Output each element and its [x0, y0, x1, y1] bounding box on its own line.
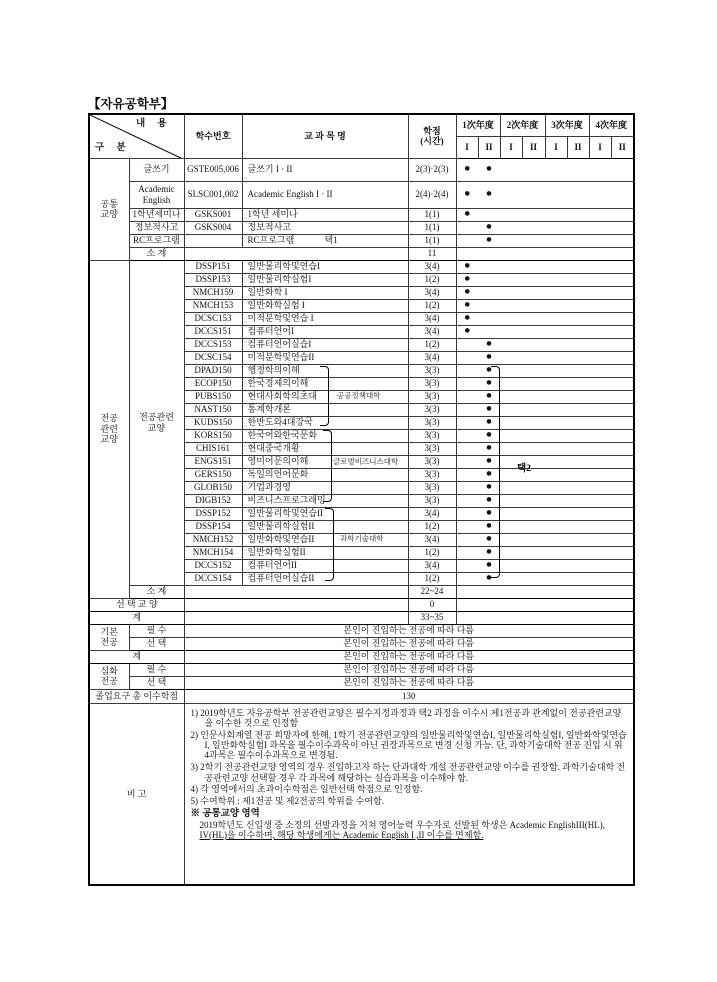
- header-sem: II: [522, 136, 545, 158]
- header-sem: II: [478, 136, 500, 158]
- year1-sem2-dot: ●: [478, 468, 500, 481]
- course-credit: 1(2): [408, 546, 456, 559]
- sum-label: 계: [89, 650, 184, 663]
- course-code: ENGS151: [184, 455, 242, 468]
- course-credit: 3(3): [408, 494, 456, 507]
- course-credit: 1(2): [408, 273, 456, 286]
- course-code: DSSP151: [184, 260, 242, 273]
- table-row: [89, 221, 634, 234]
- year1-sem1-dot: [456, 507, 478, 520]
- course-name: 일반물리학실험II: [242, 520, 408, 533]
- year1-sem2-dot: [478, 286, 500, 299]
- course-code: DCSC154: [184, 351, 242, 364]
- year1-sem1-dot: [456, 559, 478, 572]
- course-credit: 3(3): [408, 481, 456, 494]
- subtotal-label: 소 계: [129, 585, 184, 598]
- course-code: GSTE005,006: [184, 158, 242, 181]
- course-credit: 3(4): [408, 312, 456, 325]
- course-name: 컴퓨터언어실습I: [242, 338, 408, 351]
- elective-row: [89, 598, 634, 611]
- course-credit: 3(3): [408, 442, 456, 455]
- group-common: 공통 교양: [89, 158, 129, 260]
- course-code: DCCS153: [184, 338, 242, 351]
- course-code: GSKS001: [184, 208, 242, 221]
- course-name: 비즈니스프로그래밍: [242, 494, 408, 507]
- year1-sem1-dot: [456, 390, 478, 403]
- subtotal-value: 11: [408, 247, 456, 260]
- college-label-global-business: 글로벌비즈니스대학: [333, 457, 399, 466]
- basic-major-elective-row: [89, 637, 634, 650]
- year1-sem1-dot: ●: [456, 312, 478, 325]
- basic-major-required-row: [89, 624, 634, 637]
- year1-sem1-dot: [456, 572, 478, 585]
- year1-sem2-dot: ●: [478, 429, 500, 442]
- header-year-3: 3次年度: [545, 114, 589, 136]
- year1-sem2-dot: [478, 208, 500, 221]
- year1-sem2-dot: ●: [478, 416, 500, 429]
- header-sem: I: [456, 136, 478, 158]
- course-code: PUBS150: [184, 390, 242, 403]
- course-name: 미적분학및연습 I: [242, 312, 408, 325]
- year1-sem1-dot: [456, 351, 478, 364]
- year1-sem1-dot: [456, 468, 478, 481]
- header-credit: 학점 (시간): [408, 114, 456, 158]
- course-name: 기업과경영: [242, 481, 408, 494]
- group-basic-major: 기본 전공: [89, 624, 129, 650]
- table-row: [89, 181, 634, 208]
- select-label: 선 택: [129, 676, 184, 689]
- course-name: 일반화학실험 I: [242, 299, 408, 312]
- year1-sem1-dot: ●: [456, 286, 478, 299]
- course-name: 한반도와4대강국: [242, 416, 408, 429]
- choice-1-label: 택1: [324, 235, 338, 246]
- course-credit: 3(3): [408, 390, 456, 403]
- course-code: GLOB150: [184, 481, 242, 494]
- header-course-name: 교 과 목 명: [242, 114, 408, 158]
- course-name: RC프로그램 택1: [242, 234, 408, 247]
- advanced-major-elective-row: [89, 676, 634, 689]
- required-label: 필 수: [129, 663, 184, 676]
- year1-sem2-dot: ●: [478, 520, 500, 533]
- year1-sem2-dot: ●: [478, 494, 500, 507]
- course-name: 컴퓨터언어실습II: [242, 572, 408, 585]
- depends-on-major-text: 본인이 진입하는 전공에 따라 다름: [184, 624, 634, 637]
- header-year-2: 2次年度: [500, 114, 545, 136]
- remarks-label: 비 고: [89, 703, 184, 885]
- year1-sem2-dot: ●: [478, 546, 500, 559]
- college-label-science-tech: 과학기술대학: [340, 534, 384, 543]
- course-credit: 3(3): [408, 429, 456, 442]
- course-name: 한국경제의이해: [242, 377, 408, 390]
- course-credit: 3(3): [408, 455, 456, 468]
- header-category: 구 분: [95, 142, 131, 153]
- course-code: DSSP154: [184, 520, 242, 533]
- header-sem: II: [611, 136, 634, 158]
- header-sem: I: [589, 136, 611, 158]
- year1-sem2-dot: ●: [478, 442, 500, 455]
- choice-2-label: 택2: [517, 464, 531, 474]
- course-name: 일반물리학실험I: [242, 273, 408, 286]
- course-name: 컴퓨터언어I: [242, 325, 408, 338]
- course-name: 일반화학실험II: [242, 546, 408, 559]
- depends-on-major-text: 본인이 진입하는 전공에 따라 다름: [184, 650, 634, 663]
- course-code: DCCS151: [184, 325, 242, 338]
- year1-sem2-dot: ●: [478, 390, 500, 403]
- course-code: DCSC153: [184, 312, 242, 325]
- header-course-code: 학수번호: [184, 114, 242, 158]
- header-sem: I: [545, 136, 567, 158]
- graduation-credits-label: 졸업요구 총 이수학점: [89, 689, 184, 703]
- course-code: KUDS150: [184, 416, 242, 429]
- year1-sem2-dot: ●: [478, 364, 500, 377]
- year1-sem2-dot: ●: [478, 533, 500, 546]
- header-sem: I: [500, 136, 522, 158]
- year1-sem2-dot: [478, 325, 500, 338]
- depends-on-major-text: 본인이 진입하는 전공에 따라 다름: [184, 676, 634, 689]
- table-row: [89, 260, 634, 273]
- course-credit: 1(1): [408, 234, 456, 247]
- common-liberal-section-title: ※ 공통교양 영역: [190, 808, 260, 819]
- select-label: 선 택: [129, 637, 184, 650]
- elective-value: 0: [408, 598, 456, 611]
- year1-sem1-dot: [456, 442, 478, 455]
- category-cell: 1학년세미나: [129, 208, 184, 221]
- year1-sem2-dot: [478, 299, 500, 312]
- course-credit: 3(4): [408, 507, 456, 520]
- course-code: [184, 234, 242, 247]
- year1-sem2-dot: [478, 312, 500, 325]
- course-name: 현대중국개황: [242, 442, 408, 455]
- course-credit: 1(1): [408, 208, 456, 221]
- year1-sem2-dot: ●: [478, 181, 500, 208]
- course-credit: 1(2): [408, 338, 456, 351]
- curriculum-table: [88, 113, 635, 886]
- course-code: DSSP153: [184, 273, 242, 286]
- group-advanced-major: 심화 전공: [89, 663, 129, 689]
- category-cell: Academic English: [129, 181, 184, 208]
- elective-label: 선 택 교 양: [89, 598, 184, 611]
- subtotal-value: 22~24: [408, 585, 456, 598]
- category-major-related: 전공관련 교양: [129, 260, 184, 585]
- depends-on-major-text: 본인이 진입하는 전공에 따라 다름: [184, 663, 634, 676]
- course-code: DCCS154: [184, 572, 242, 585]
- subtotal-row: [89, 247, 634, 260]
- course-name: 일반화학 I: [242, 286, 408, 299]
- year1-sem2-dot: ●: [478, 234, 500, 247]
- course-code: NAST150: [184, 403, 242, 416]
- year1-sem2-dot: ●: [478, 338, 500, 351]
- depends-on-major-text: 본인이 진입하는 전공에 따라 다름: [184, 637, 634, 650]
- course-name: 일반물리학및연습I: [242, 260, 408, 273]
- course-credit: 3(4): [408, 351, 456, 364]
- course-name: 독일의언어문화: [242, 468, 408, 481]
- year1-sem1-dot: [456, 546, 478, 559]
- category-cell: RC프로그램: [129, 234, 184, 247]
- remark-note: 5) 수여학위 : 제1전공 및 제2전공의 학위를 수여함.: [190, 796, 384, 807]
- course-code: DSSP152: [184, 507, 242, 520]
- year1-sem2-dot: ●: [478, 507, 500, 520]
- year1-sem1-dot: ●: [456, 158, 478, 181]
- course-credit: 1(2): [408, 520, 456, 533]
- remarks-row: [89, 703, 634, 885]
- year1-sem1-dot: [456, 416, 478, 429]
- year1-sem1-dot: [456, 364, 478, 377]
- course-credit: 3(4): [408, 260, 456, 273]
- year1-sem1-dot: [456, 377, 478, 390]
- year1-sem1-dot: [456, 338, 478, 351]
- common-liberal-section-body: 2019학년도 신입생 중 소정의 선발과정을 거쳐 영어능력 우수자로 선발된 학생은 Academic EnglishIII(HL),: [199, 819, 605, 830]
- course-credit: 3(3): [408, 364, 456, 377]
- remark-note: 4) 각 영역에서의 초과이수학점은 일반선택 학점으로 인정함.: [190, 784, 423, 795]
- course-credit: 3(4): [408, 286, 456, 299]
- course-name: 영미어문의이해: [242, 455, 408, 468]
- table-row: [89, 208, 634, 221]
- diagonal-header-cell: [89, 114, 184, 158]
- course-credit: 1(2): [408, 299, 456, 312]
- table-row: [89, 234, 634, 247]
- course-name: 1학년 세미나: [242, 208, 408, 221]
- basic-major-sum-row: [89, 650, 634, 663]
- course-credit: 1(1): [408, 221, 456, 234]
- year1-sem1-dot: [456, 494, 478, 507]
- year1-sem1-dot: [456, 221, 478, 234]
- course-code: NMCH159: [184, 286, 242, 299]
- course-credit: 3(3): [408, 416, 456, 429]
- year1-sem2-dot: ●: [478, 572, 500, 585]
- course-credit: 3(4): [408, 559, 456, 572]
- course-code: NMCH154: [184, 546, 242, 559]
- year1-sem1-dot: [456, 429, 478, 442]
- year1-sem2-dot: ●: [478, 377, 500, 390]
- header-year-4: 4次年度: [589, 114, 634, 136]
- year1-sem1-dot: [456, 520, 478, 533]
- year1-sem2-dot: ●: [478, 559, 500, 572]
- common-liberal-section-body-underlined: IV(HL)을 이수하며, 해당 학생에게는 Academic English I ,II 이수를 면제함.: [199, 829, 484, 840]
- year1-sem2-dot: ●: [478, 351, 500, 364]
- year1-sem2-dot: ●: [478, 221, 500, 234]
- year1-sem2-dot: ●: [478, 455, 500, 468]
- course-credit: 1(2): [408, 572, 456, 585]
- header-year-1: 1次年度: [456, 114, 500, 136]
- total-label: 계: [89, 611, 184, 624]
- course-code: SLSC001,002: [184, 181, 242, 208]
- course-name: 정보적사고: [242, 221, 408, 234]
- year1-sem1-dot: ●: [456, 260, 478, 273]
- subtotal-row: [89, 585, 634, 598]
- year1-sem1-dot: ●: [456, 273, 478, 286]
- year1-sem1-dot: [456, 403, 478, 416]
- remarks-content: [184, 703, 634, 885]
- course-code: NMCH152: [184, 533, 242, 546]
- remark-note: 2) 인문사회계열 전공 희망자에 한해, 1학기 전공관련교양의 일반물리학및연습I, 일반물리학실험I, 일반화학및연습I, 일반화학실험I 과목을 필수이수과목이 아닌 권장과목으로 변경 신청 가능. 단, 과학기술대학 전공 진입 시 위 4과목은 필수이수과목으로 변경됨.: [190, 729, 627, 761]
- group-major-related: 전공 관련 교양: [89, 260, 129, 598]
- year1-sem1-dot: ●: [456, 181, 478, 208]
- course-code: NMCH153: [184, 299, 242, 312]
- course-credit: 3(3): [408, 403, 456, 416]
- year1-sem1-dot: [456, 481, 478, 494]
- year1-sem1-dot: [456, 234, 478, 247]
- course-name: 통계학개론: [242, 403, 408, 416]
- year1-sem1-dot: [456, 533, 478, 546]
- course-name: 현대사회학의초대: [242, 390, 408, 403]
- course-credit: 3(4): [408, 325, 456, 338]
- course-name: 미적분학및연습II: [242, 351, 408, 364]
- course-credit: 2(4)·2(4): [408, 181, 456, 208]
- header-sem: II: [567, 136, 589, 158]
- course-credit: 3(3): [408, 377, 456, 390]
- year1-sem1-dot: ●: [456, 325, 478, 338]
- course-code: DIGB152: [184, 494, 242, 507]
- course-name: 행정학의이해: [242, 364, 408, 377]
- year1-sem2-dot: ●: [478, 403, 500, 416]
- category-cell: 글쓰기: [129, 158, 184, 181]
- course-name: 일반화학및연습II: [242, 533, 408, 546]
- year1-sem2-dot: [478, 273, 500, 286]
- remark-note: 1) 2019학년도 자유공학부 전공관련교양은 필수지정과정과 택2 과정을 이수시 제1전공과 관계없이 전공관련교양을 이수한 것으로 인정함: [190, 707, 622, 728]
- advanced-major-required-row: [89, 663, 634, 676]
- course-name: 일반물리학및연습II: [242, 507, 408, 520]
- subtotal-label: 소 계: [129, 247, 184, 260]
- graduation-credits-row: [89, 689, 634, 703]
- table-row: [89, 158, 634, 181]
- course-code: KORS150: [184, 429, 242, 442]
- required-label: 필 수: [129, 624, 184, 637]
- total-value: 33~35: [408, 611, 456, 624]
- category-cell: 정보적사고: [129, 221, 184, 234]
- course-code: ECOP150: [184, 377, 242, 390]
- college-label-public-policy: 공공정책대학: [337, 391, 381, 400]
- year1-sem1-dot: ●: [456, 208, 478, 221]
- course-name: Academic English I · II: [242, 181, 408, 208]
- course-code: DPAD150: [184, 364, 242, 377]
- course-credit: 3(3): [408, 468, 456, 481]
- page-title: 【자유공학부】: [88, 97, 174, 111]
- course-name: 글쓰기 I · II: [242, 158, 408, 181]
- year1-sem2-dot: ●: [478, 158, 500, 181]
- course-credit: 2(3)·2(3): [408, 158, 456, 181]
- course-code: GERS150: [184, 468, 242, 481]
- year1-sem2-dot: [478, 260, 500, 273]
- header-row-1: [89, 114, 634, 136]
- course-credit: 3(4): [408, 533, 456, 546]
- course-name: 한국어와한국문화: [242, 429, 408, 442]
- year1-sem1-dot: [456, 455, 478, 468]
- course-code: CHIS161: [184, 442, 242, 455]
- course-code: GSKS004: [184, 221, 242, 234]
- year1-sem2-dot: ●: [478, 481, 500, 494]
- course-code: DCCS152: [184, 559, 242, 572]
- header-content: 내 용: [136, 119, 172, 129]
- remark-note: 3) 2학기 전공관련교양 영역의 경우 진입하고자 하는 단과대학 개설 전공관련교양 이수를 권장함. 과학기술대학 전공관련교양 선택할 경우 각 과목에 해당하는 실습과목을 이수해야 함.: [190, 762, 626, 783]
- course-name: 컴퓨터언어II: [242, 559, 408, 572]
- year1-sem1-dot: ●: [456, 299, 478, 312]
- graduation-credits-value: 130: [184, 689, 634, 703]
- total-row: [89, 611, 634, 624]
